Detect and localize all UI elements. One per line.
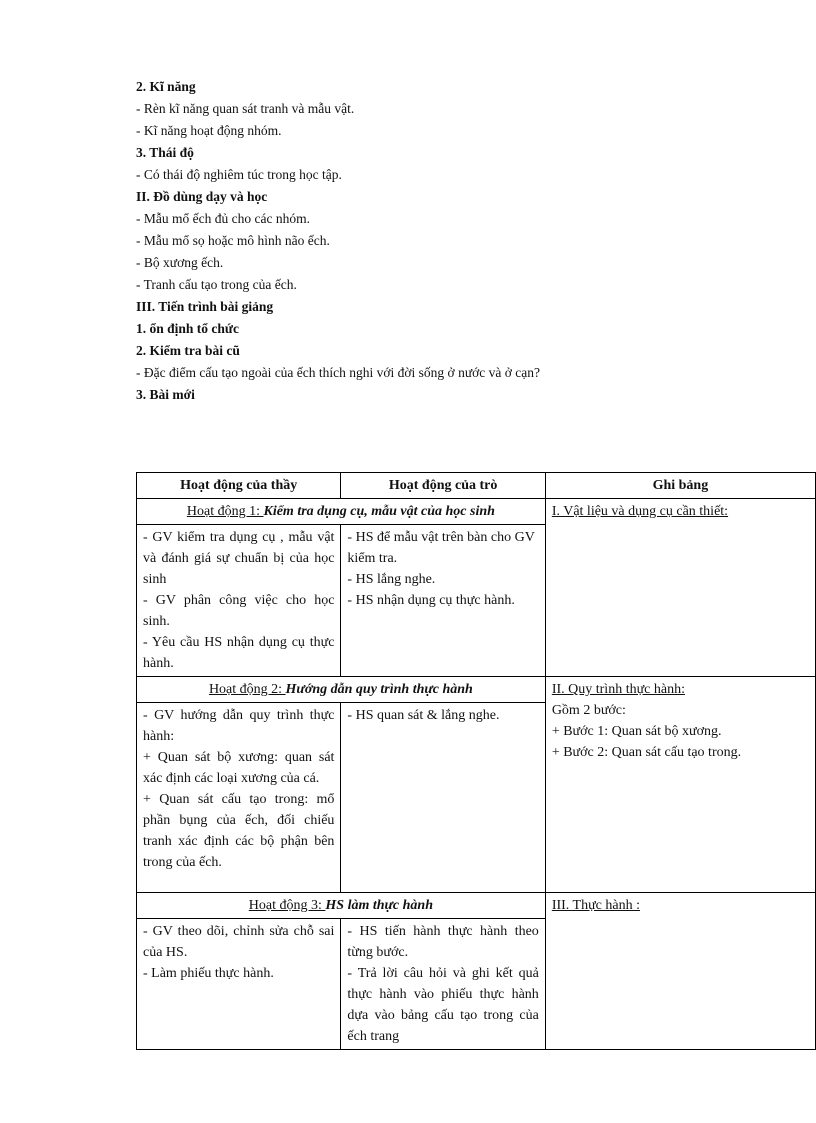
activity-title-row	[137, 677, 816, 703]
teacher-cell	[137, 525, 341, 677]
intro-line: - Mẫu mổ ếch đủ cho các nhóm.	[136, 211, 310, 226]
student-line: - HS lắng nghe.	[347, 572, 436, 587]
header-teacher: Hoạt động của thầy	[137, 473, 341, 499]
student-line: - Trả lời câu hỏi và ghi kết quả thực hành vào phiếu thực hành dựa vào bảng cấu tạo trong của ếch trang	[347, 966, 539, 1044]
activity-2-title	[137, 677, 546, 703]
activity-1-title	[137, 499, 546, 525]
student-cell	[341, 703, 545, 893]
teacher-line: - Yêu cầu HS nhận dụng cụ thực hành.	[143, 635, 335, 671]
heading-thai-do: 3. Thái độ	[136, 145, 194, 160]
heading-do-dung: II. Đồ dùng dạy và học	[136, 189, 268, 204]
student-cell	[341, 919, 545, 1050]
heading-ki-nang: 2. Kĩ năng	[136, 79, 196, 94]
note-heading: II. Quy trình thực hành:	[551, 682, 685, 697]
student-line: - HS nhận dụng cụ thực hành.	[347, 593, 515, 608]
student-cell	[341, 525, 545, 677]
teacher-line: - GV kiểm tra dụng cụ , mẫu vật và đánh giá sự chuẩn bị của học sinh	[143, 530, 335, 587]
activity-1-note	[545, 499, 815, 677]
activity-title-row	[137, 499, 816, 525]
teacher-line: - GV phân công việc cho học sinh.	[143, 593, 335, 629]
activity-3-note	[545, 893, 815, 1050]
intro-line: - Có thái độ nghiêm túc trong học tập.	[136, 167, 342, 182]
heading-tien-trinh: III. Tiến trình bài giảng	[136, 299, 274, 314]
teacher-cell	[137, 703, 341, 893]
activity-label: Hoạt động 1:	[186, 504, 264, 519]
activity-name: Kiểm tra dụng cụ, mẫu vật của học sinh	[263, 504, 495, 519]
note-line: Gồm 2 bước:	[551, 703, 626, 718]
teacher-line: + Quan sát bộ xương: quan sát xác định các loại xương của cá.	[143, 750, 335, 786]
intro-line: - Rèn kĩ năng quan sát tranh và mẫu vật.	[136, 101, 355, 116]
activity-label: Hoạt động 2:	[208, 682, 286, 697]
activity-title-row	[137, 893, 816, 919]
table-header-row	[137, 473, 816, 499]
student-line: - HS quan sát & lắng nghe.	[347, 708, 500, 723]
note-line: + Bước 1: Quan sát bộ xương.	[551, 724, 722, 739]
note-heading: I. Vật liệu và dụng cụ cần thiết:	[551, 504, 729, 519]
activity-name: Hướng dẫn quy trình thực hành	[285, 682, 473, 697]
intro-line: - Kĩ năng hoạt động nhóm.	[136, 123, 282, 138]
teacher-line: - GV hướng dẫn quy trình thực hành:	[143, 708, 335, 744]
header-student: Hoạt động của trò	[341, 473, 545, 499]
teacher-line: - Làm phiếu thực hành.	[143, 966, 274, 981]
teacher-line: - GV theo dõi, chỉnh sửa chỗ sai của HS.	[143, 924, 335, 960]
activity-name: HS làm thực hành	[325, 898, 433, 913]
activity-label: Hoạt động 3:	[248, 898, 326, 913]
teacher-cell	[137, 919, 341, 1050]
intro-line: - Bộ xương ếch.	[136, 255, 224, 270]
student-line: - HS tiến hành thực hành theo từng bước.	[347, 924, 539, 960]
note-heading: III. Thực hành :	[551, 898, 641, 913]
lesson-intro	[136, 76, 776, 406]
student-line: - HS để mẫu vật trên bàn cho GV kiểm tra.	[347, 530, 535, 566]
teacher-line: + Quan sát cấu tạo trong: mổ phần bụng của ếch, đối chiếu tranh xác định các bộ phận bên trong của ếch.	[143, 792, 335, 870]
heading-bai-moi: 3. Bài mới	[136, 387, 195, 402]
lesson-table	[136, 472, 816, 1050]
intro-line: - Tranh cấu tạo trong của ếch.	[136, 277, 297, 292]
activity-3-title	[137, 893, 546, 919]
note-line: + Bước 2: Quan sát cấu tạo trong.	[551, 745, 742, 760]
header-notes: Ghi bảng	[545, 473, 815, 499]
heading-kiem-tra: 2. Kiểm tra bài cũ	[136, 343, 240, 358]
heading-on-dinh: 1. ổn định tổ chức	[136, 321, 239, 336]
intro-line: - Đặc điểm cấu tạo ngoài của ếch thích nghi với đời sống ở nước và ở cạn?	[136, 365, 541, 380]
intro-line: - Mẫu mổ sọ hoặc mô hình não ếch.	[136, 233, 330, 248]
activity-2-note	[545, 677, 815, 893]
